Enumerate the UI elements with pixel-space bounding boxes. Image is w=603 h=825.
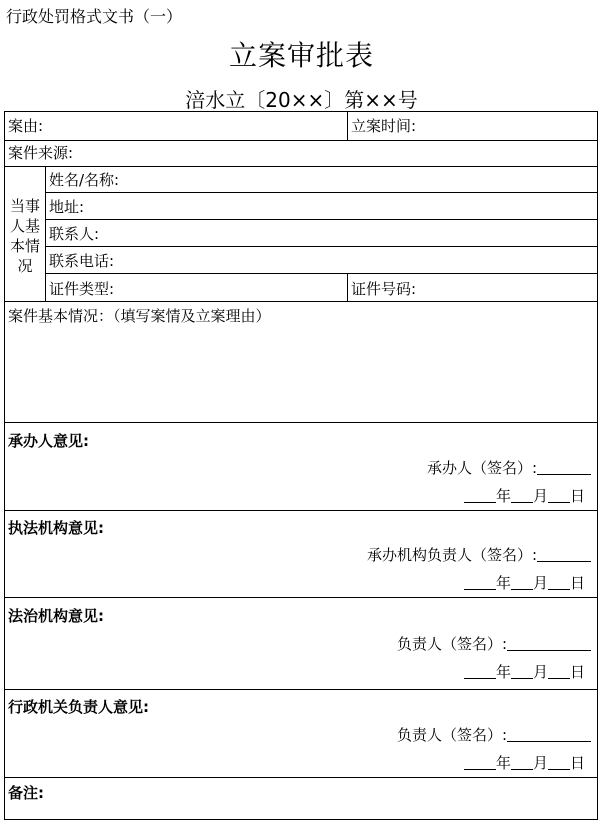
month-blank[interactable]	[511, 664, 533, 679]
party-info-label	[5, 196, 45, 276]
row-divider	[5, 301, 597, 302]
party-contact-field[interactable]: 联系人:	[49, 225, 100, 243]
year-label: 年	[495, 663, 511, 681]
month-blank[interactable]	[511, 575, 533, 590]
row-divider	[5, 422, 597, 423]
row-divider	[45, 219, 597, 220]
enforcement-opinion-label: 执法机构意见:	[8, 519, 104, 537]
handler-signature-line[interactable]	[427, 459, 591, 477]
row-divider	[45, 273, 597, 274]
enforcement-signer-label: 承办机构负责人（签名）:	[366, 546, 537, 564]
case-cause-field[interactable]: 案由:	[8, 117, 44, 135]
year-blank[interactable]	[464, 755, 496, 770]
year-label: 年	[495, 487, 511, 505]
agency-head-date-line[interactable]	[464, 754, 585, 772]
agency-head-opinion-label: 行政机关负责人意见:	[8, 698, 149, 716]
day-blank[interactable]	[548, 755, 570, 770]
day-blank[interactable]	[548, 488, 570, 503]
agency-head-signer-label: 负责人（签名）:	[396, 726, 507, 744]
signature-blank[interactable]	[537, 460, 591, 475]
enforcement-signature-line[interactable]	[367, 546, 591, 564]
party-label-line: 当事	[9, 197, 40, 215]
legal-date-line[interactable]	[464, 663, 585, 681]
year-blank[interactable]	[464, 664, 496, 679]
approval-table	[4, 111, 598, 820]
day-label: 日	[569, 663, 585, 681]
filing-time-field[interactable]: 立案时间:	[351, 117, 417, 135]
party-phone-field[interactable]: 联系电话:	[49, 252, 115, 270]
year-label: 年	[495, 574, 511, 592]
signature-blank[interactable]	[537, 547, 591, 562]
row-divider	[5, 689, 597, 690]
party-label-line: 人基	[9, 217, 40, 235]
id-type-field[interactable]: 证件类型:	[49, 280, 115, 298]
page-title: 立案审批表	[228, 39, 374, 72]
handler-signer-label: 承办人（签名）:	[426, 459, 537, 477]
year-blank[interactable]	[464, 488, 496, 503]
legal-signer-label: 负责人（签名）:	[396, 635, 507, 653]
day-label: 日	[569, 487, 585, 505]
party-address-field[interactable]: 地址:	[49, 198, 85, 216]
year-label: 年	[495, 754, 511, 772]
month-label: 月	[532, 574, 548, 592]
column-divider	[45, 166, 46, 301]
id-number-field[interactable]: 证件号码:	[351, 280, 417, 298]
month-label: 月	[532, 663, 548, 681]
row-divider	[45, 246, 597, 247]
case-source-field[interactable]: 案件来源:	[8, 144, 74, 162]
enforcement-date-line[interactable]	[464, 574, 585, 592]
row-divider	[45, 192, 597, 193]
signature-blank[interactable]	[507, 727, 591, 742]
day-label: 日	[569, 754, 585, 772]
legal-signature-line[interactable]	[397, 635, 591, 653]
agency-head-signature-line[interactable]	[397, 726, 591, 744]
party-label-line: 况	[17, 257, 33, 275]
handler-opinion-label: 承办人意见:	[8, 432, 89, 450]
row-divider	[5, 166, 597, 167]
day-blank[interactable]	[548, 664, 570, 679]
row-divider	[5, 140, 597, 141]
remarks-field[interactable]: 备注:	[8, 784, 44, 802]
row-divider	[5, 597, 597, 598]
case-summary-field[interactable]: 案件基本情况：（填写案情及立案理由）	[8, 307, 271, 325]
signature-blank[interactable]	[507, 636, 591, 651]
document-number: 涪水立〔20××〕第××号	[185, 88, 418, 112]
month-blank[interactable]	[511, 488, 533, 503]
year-blank[interactable]	[464, 575, 496, 590]
day-label: 日	[569, 574, 585, 592]
day-blank[interactable]	[548, 575, 570, 590]
row-divider	[5, 777, 597, 778]
month-label: 月	[532, 754, 548, 772]
column-divider	[347, 112, 348, 140]
handler-date-line[interactable]	[464, 487, 585, 505]
party-name-field[interactable]: 姓名/名称:	[49, 171, 120, 189]
column-divider	[347, 273, 348, 301]
row-divider	[5, 510, 597, 511]
month-blank[interactable]	[511, 755, 533, 770]
party-label-line: 本情	[9, 237, 40, 255]
month-label: 月	[532, 487, 548, 505]
legal-opinion-label: 法治机构意见:	[8, 607, 104, 625]
form-series-label: 行政处罚格式文书（一）	[6, 7, 183, 26]
